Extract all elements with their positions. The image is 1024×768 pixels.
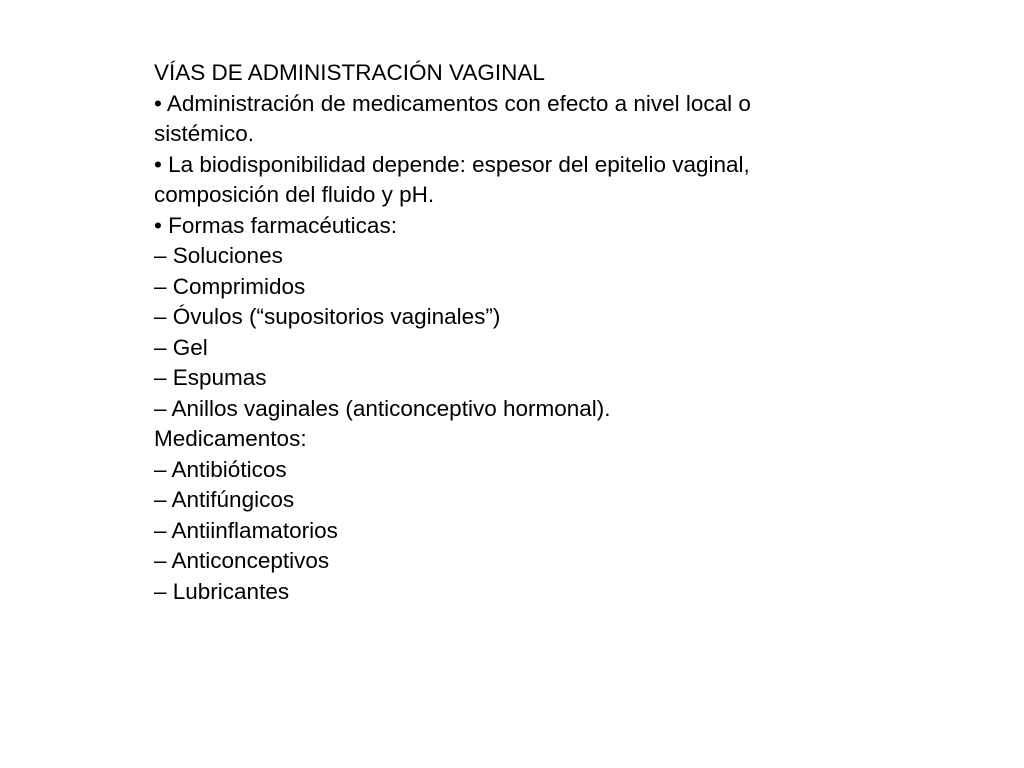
list-item-anti-inflammatories: – Antiinflamatorios	[154, 517, 338, 543]
list-item-contraceptives: – Anticonceptivos	[154, 548, 330, 573]
list-item-foams: – Espumas	[154, 365, 267, 390]
list-item-vaginal-rings: – Anillos vaginales (anticonceptivo hormonal).	[154, 395, 611, 421]
slide-title: VÍAS DE ADMINISTRACIÓN VAGINAL	[154, 60, 545, 85]
list-item-antibiotics: – Antibióticos	[154, 456, 287, 482]
list-item-gel: – Gel	[154, 334, 208, 360]
medications-heading: Medicamentos:	[154, 426, 307, 451]
list-item-solutions: – Soluciones	[154, 243, 283, 268]
bullet-bioavailability: • La biodisponibilidad depende: espesor del epitelio vaginal,	[154, 151, 750, 177]
list-item-lubricants: – Lubricantes	[154, 578, 290, 604]
bullet-local-systemic-cont: sistémico.	[154, 121, 255, 146]
bullet-bioavailability-cont: composición del fluido y pH.	[154, 182, 435, 207]
bullet-dosage-forms: • Formas farmacéuticas:	[154, 212, 397, 238]
list-item-ovules: – Óvulos (“supositorios vaginales”)	[154, 304, 501, 329]
list-item-tablets: – Comprimidos	[154, 273, 306, 299]
bullet-local-systemic: • Administración de medicamentos con efecto a nivel local o	[154, 90, 751, 116]
list-item-antifungals: – Antifúngicos	[154, 487, 295, 512]
slide-content	[154, 58, 914, 607]
